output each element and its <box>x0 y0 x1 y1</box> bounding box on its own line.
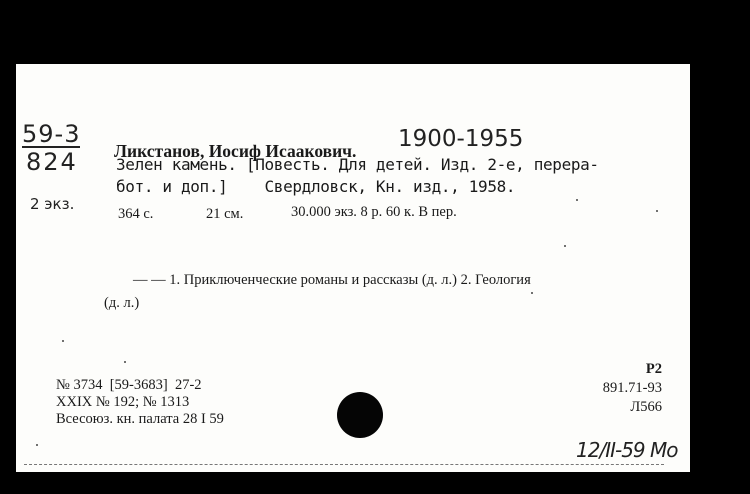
subjects-line-2: (д. л.) <box>104 295 140 311</box>
scan-speck <box>62 340 64 342</box>
pages-count: 364 с. <box>118 206 154 222</box>
subjects-line-1: — — 1. Приключенческие романы и рассказы (д. л.) 2. Геология <box>133 272 531 288</box>
title-line-1: Зелен камень. [Повесть. Для детей. Изд. 2-е, перера- <box>116 155 599 174</box>
scan-speck <box>531 292 533 294</box>
scan-speck <box>36 444 38 446</box>
title-line-2: бот. и доп.] Свердловск, Кн. изд., 1958. <box>116 177 516 196</box>
classification-code-3: Л566 <box>630 399 662 415</box>
registry-line-3: Всесоюз. кн. палата 28 I 59 <box>56 411 224 427</box>
scan-speck <box>576 199 578 201</box>
call-number-bottom: 824 <box>26 148 78 176</box>
registry-line-1: № 3734 [59-3683] 27-2 <box>56 377 202 393</box>
card-punch-hole <box>337 392 383 438</box>
classification-code-1: Р2 <box>645 361 662 377</box>
author-name: Ликстанов, Иосиф Исаакович. <box>114 141 357 161</box>
scan-speck <box>564 245 566 247</box>
classification-code-2: 891.71-93 <box>602 380 662 396</box>
handwritten-date: 12/II-59 Мо <box>576 438 678 462</box>
card-bottom-rule <box>24 464 664 465</box>
edition-info: 30.000 экз. 8 р. 60 к. В пер. <box>291 204 457 220</box>
registry-line-2: XXIX № 192; № 1313 <box>56 394 190 410</box>
size-value: 21 см. <box>206 206 244 222</box>
scan-speck <box>124 361 126 363</box>
scan-speck <box>656 210 658 212</box>
author-dates: 1900-1955 <box>398 126 524 152</box>
catalog-card <box>16 64 690 472</box>
copies-count: 2 экз. <box>30 195 75 213</box>
call-number-top: 59-3 <box>22 120 81 148</box>
